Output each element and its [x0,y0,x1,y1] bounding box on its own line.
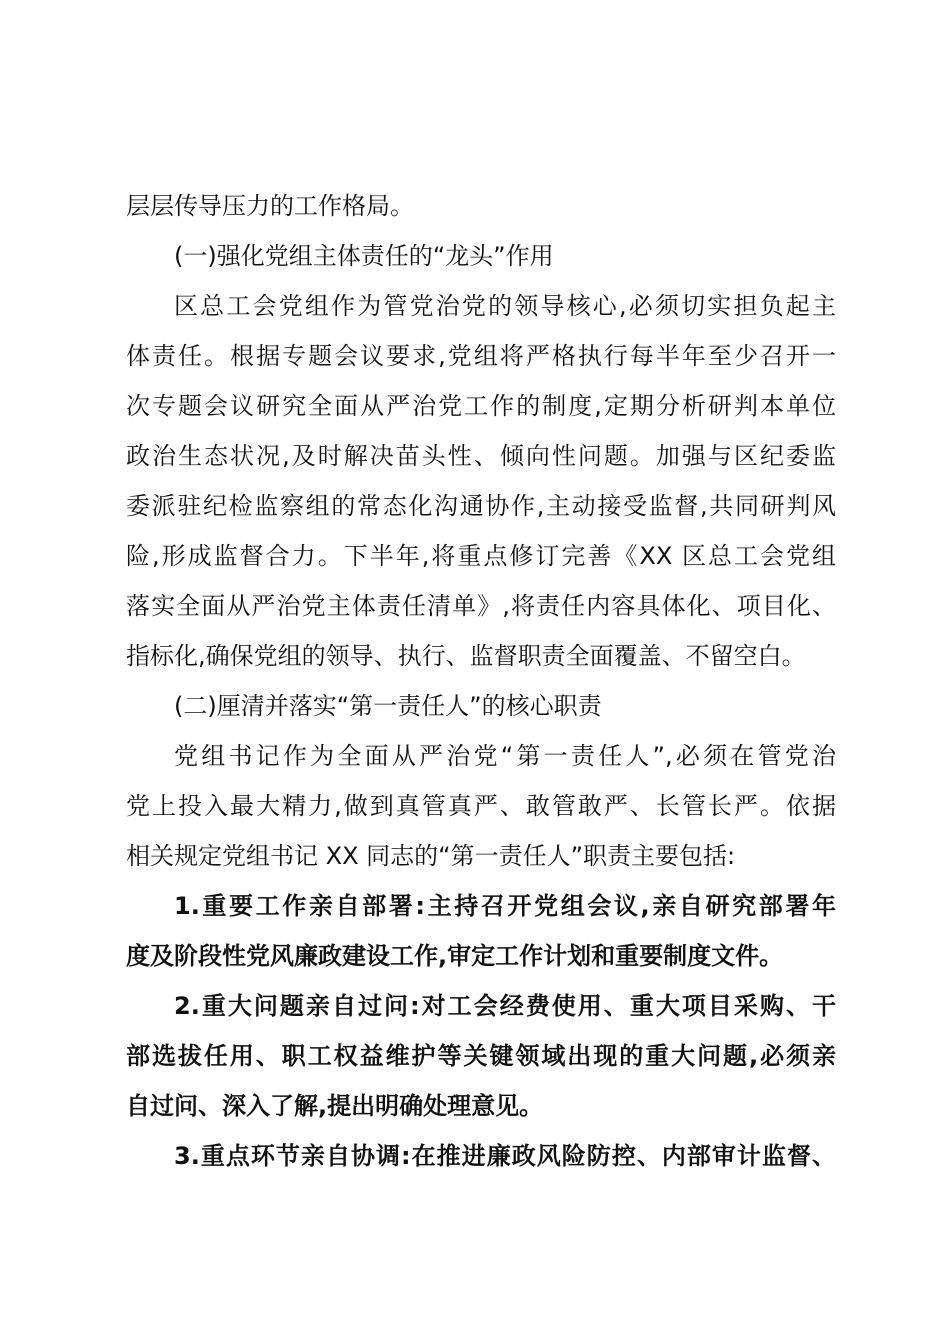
paragraph-line: 险,形成监督合力。下半年,将重点修订完善《XX 区总工会党组 [126,542,836,570]
paragraph-line: 体责任。根据专题会议要求,党组将严格执行每半年至少召开一 [126,342,836,370]
list-item-1-line: 1.重要工作亲自部署:主持召开党组会议,亲自研究部署年 [174,892,836,920]
paragraph-line: 层层传导压力的工作格局。 [126,192,414,220]
list-item-2-line: 自过问、深入了解,提出明确处理意见。 [126,1092,544,1120]
section-heading-2: (二)厘清并落实“第一责任人”的核心职责 [174,692,602,720]
list-item-2-line: 部选拔任用、职工权益维护等关键领域出现的重大问题,必须亲 [126,1042,836,1070]
paragraph-line: 区总工会党组作为管党治党的领导核心,必须切实担负起主 [174,292,836,320]
list-item-1-line: 度及阶段性党风廉政建设工作,审定工作计划和重要制度文件。 [126,942,784,970]
paragraph-line: 党组书记作为全面从严治党“第一责任人”,必须在管党治 [174,742,836,770]
paragraph-line: 委派驻纪检监察组的常态化沟通协作,主动接受监督,共同研判风 [126,492,836,520]
list-item-3-line: 3.重点环节亲自协调:在推进廉政风险防控、内部审计监督、 [174,1142,836,1170]
paragraph-line: 党上投入最大精力,做到真管真严、敢管敢严、长管长严。依据 [126,792,836,820]
paragraph-line: 相关规定党组书记 XX 同志的“第一责任人”职责主要包括: [126,842,736,870]
section-heading-1: (一)强化党组主体责任的“龙头”作用 [174,242,554,270]
paragraph-line: 落实全面从严治党主体责任清单》,将责任内容具体化、项目化、 [126,592,836,620]
document-page [126,181,836,1181]
paragraph-line: 政治生态状况,及时解决苗头性、倾向性问题。加强与区纪委监 [126,442,836,470]
paragraph-line: 次专题会议研究全面从严治党工作的制度,定期分析研判本单位 [126,392,836,420]
list-item-2-line: 2.重大问题亲自过问:对工会经费使用、重大项目采购、干 [174,992,836,1020]
paragraph-line: 指标化,确保党组的领导、执行、监督职责全面覆盖、不留空白。 [126,642,806,670]
